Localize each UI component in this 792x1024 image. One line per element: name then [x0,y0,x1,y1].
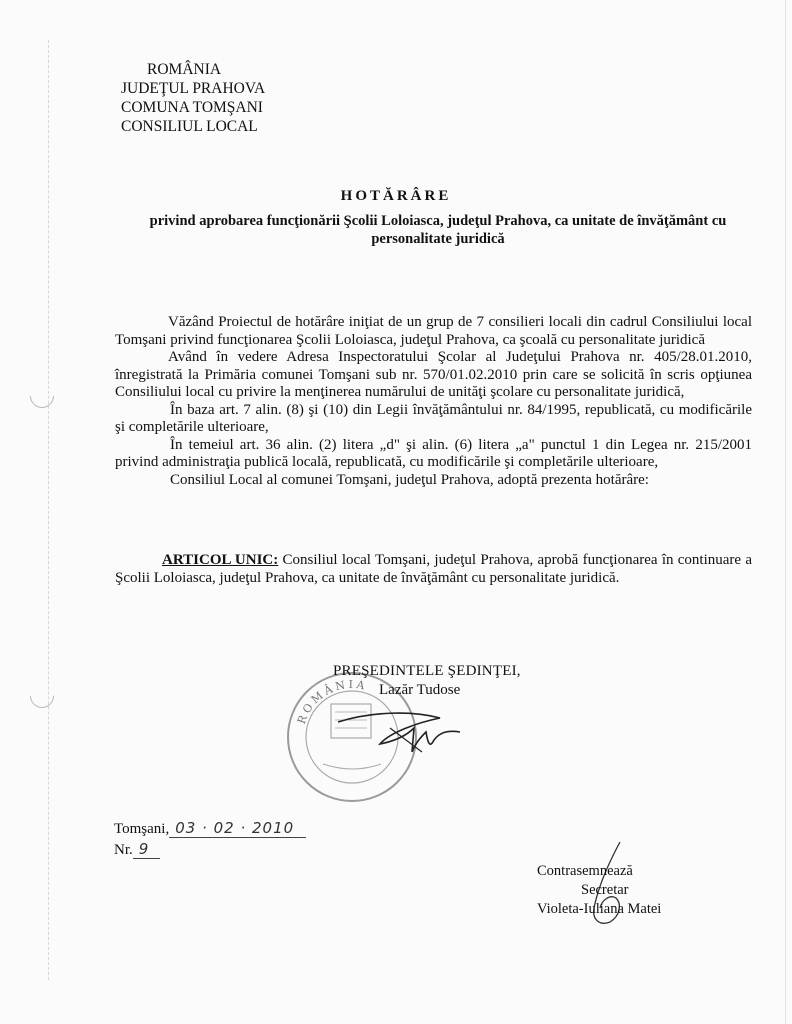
subtitle-line-1: privind aprobarea funcţionării Şcolii Loloiasca, judeţul Prahova, ca unitate de învăţământ cu [149,213,727,229]
article-label: ARTICOL UNIC: [162,552,279,568]
page-edge-line [785,0,786,1024]
header-country: ROMÂNIA [147,61,222,78]
countersign-label: Contrasemnează [537,863,633,879]
president-signature [330,692,480,772]
header-council: CONSILIUL LOCAL [121,118,258,135]
handwritten-number: 9 [133,840,161,859]
single-article [115,551,752,587]
punch-hole-icon [25,379,59,413]
punch-hole-icon [25,679,59,713]
document-title: HOTĂRÂRE [340,188,452,204]
header-county: JUDEŢUL PRAHOVA [121,80,266,97]
paragraph-adopts: Consiliul Local al comunei Tomşani, judeţul Prahova, adoptă prezenta hotărâre: [170,471,649,488]
document-subtitle [118,212,758,248]
subtitle-line-2: personalitate juridică [371,231,505,247]
number-label: Nr. [114,842,133,858]
paragraph-considering: Văzând Proiectul de hotărâre iniţiat de un grup de 7 consilieri locali din cadrul Consiliului local Tomşani privind funcţionarea Şcolii Loloiasca, judeţul Prahova, ca şcoală cu personalitate juridică [115,314,752,348]
binding-margin-line [48,40,49,980]
preamble [115,314,752,489]
paragraph-based-on: În baza art. 7 alin. (8) şi (10) din Legii învăţământului nr. 84/1995, republicată, cu modificările şi completările ulterioare, [115,401,752,435]
handwritten-date: 03 · 02 · 2010 [169,819,306,838]
secretary-name: Violeta-Iuliana Matei [537,901,662,917]
place-label: Tomşani, [114,821,170,837]
president-role: PREŞEDINTELE ŞEDINŢEI, [333,663,521,679]
article-text: Consiliul local Tomşani, judeţul Prahova, aprobă funcţionarea în continuare a Şcolii Loloiasca, judeţul Prahova, ca unitate de învăţământ cu personalitate juridică. [115,552,752,586]
header-commune: COMUNA TOMŞANI [121,99,263,116]
paragraph-having-regard: Având în vedere Adresa Inspectoratului Şcolar al Judeţului Prahova nr. 405/28.01.2010, înregistrată la Primăria comunei Tomşani sub nr. 570/01.02.2010 prin care se solicită în scris opţiunea Consiliului local cu privire la menţinerea numărului de unităţi şcolare cu personalitate juridică, [115,349,752,400]
stamp-text: ROMÂNIA [294,677,369,726]
secretary-block [537,862,661,919]
place-date-block [114,818,306,860]
issuer-header [121,60,265,136]
paragraph-pursuant: În temeiul art. 36 alin. (2) litera „d" şi alin. (6) litera „a" punctul 1 din Legea nr. 215/2001 privind administraţia publică locală, republicată, cu modificările şi completările ulterioare, [115,436,752,470]
secretary-role: Secretar [581,882,629,898]
president-name: Lazăr Tudose [379,682,461,698]
